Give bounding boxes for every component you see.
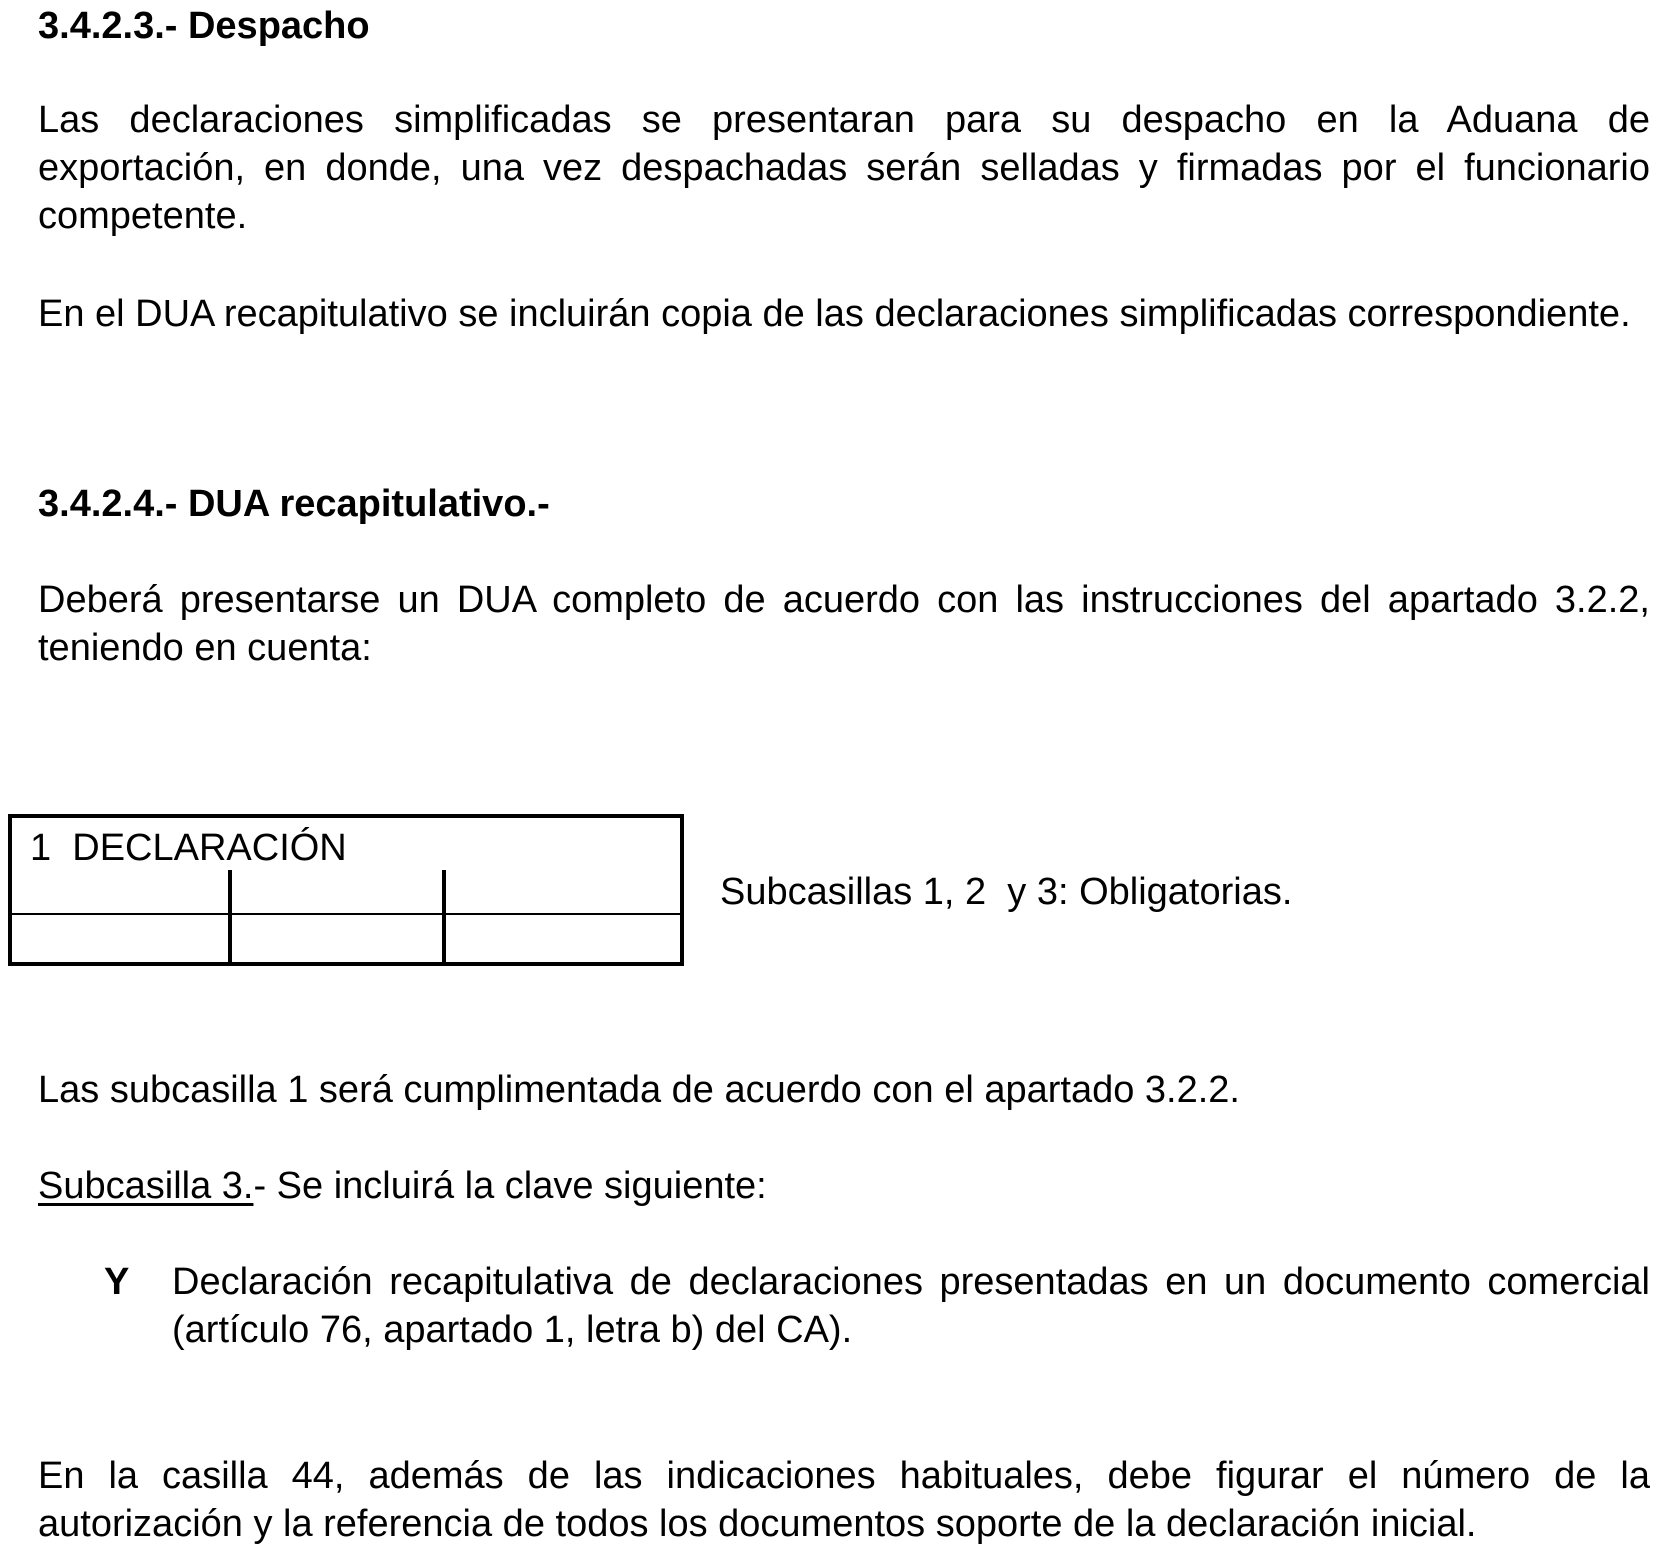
clave-code: Y <box>104 1261 130 1303</box>
declaration-box-divider <box>12 913 680 915</box>
clave-description: Declaración recapitulativa de declaraciones presentadas en un documento comercial (artículo 76, apartado 1, letra b) del CA). <box>172 1261 1650 1351</box>
subcasilla-3-label: Subcasilla 3. <box>38 1165 254 1207</box>
heading-despacho: 3.4.2.3.- Despacho <box>38 5 370 47</box>
paragraph-despacho-1: Las declaraciones simplificadas se presentaran para su despacho en la Aduana de exportación, en donde, una vez despachadas serán selladas y firmadas por el funcionario competente. <box>38 99 1650 237</box>
paragraph-dua-1: Deberá presentarse un DUA completo de acuerdo con las instrucciones del apartado 3.2.2, teniendo en cuenta: <box>38 579 1650 669</box>
subcasilla-3-text: - Se incluirá la clave siguiente: <box>253 1165 767 1207</box>
declaration-box-label: 1 DECLARACIÓN <box>30 827 347 869</box>
heading-dua-recapitulativo: 3.4.2.4.- DUA recapitulativo.- <box>38 483 550 525</box>
paragraph-subcasilla-3 <box>38 1162 1650 1210</box>
declaration-box-separator-2 <box>442 870 446 962</box>
paragraph-despacho-2: En el DUA recapitulativo se incluirán copia de las declaraciones simplificadas correspondiente. <box>38 293 1631 335</box>
paragraph-subcasilla-1: Las subcasilla 1 será cumplimentada de acuerdo con el apartado 3.2.2. <box>38 1069 1240 1111</box>
subcasillas-note: Subcasillas 1, 2 y 3: Obligatorias. <box>720 871 1293 913</box>
declaration-box-separator-1 <box>228 870 232 962</box>
paragraph-casilla-44: En la casilla 44, además de las indicaciones habituales, debe figurar el número de la autorización y la referencia de todos los documentos soporte de la declaración inicial. <box>38 1455 1650 1545</box>
declaration-box <box>8 814 684 966</box>
